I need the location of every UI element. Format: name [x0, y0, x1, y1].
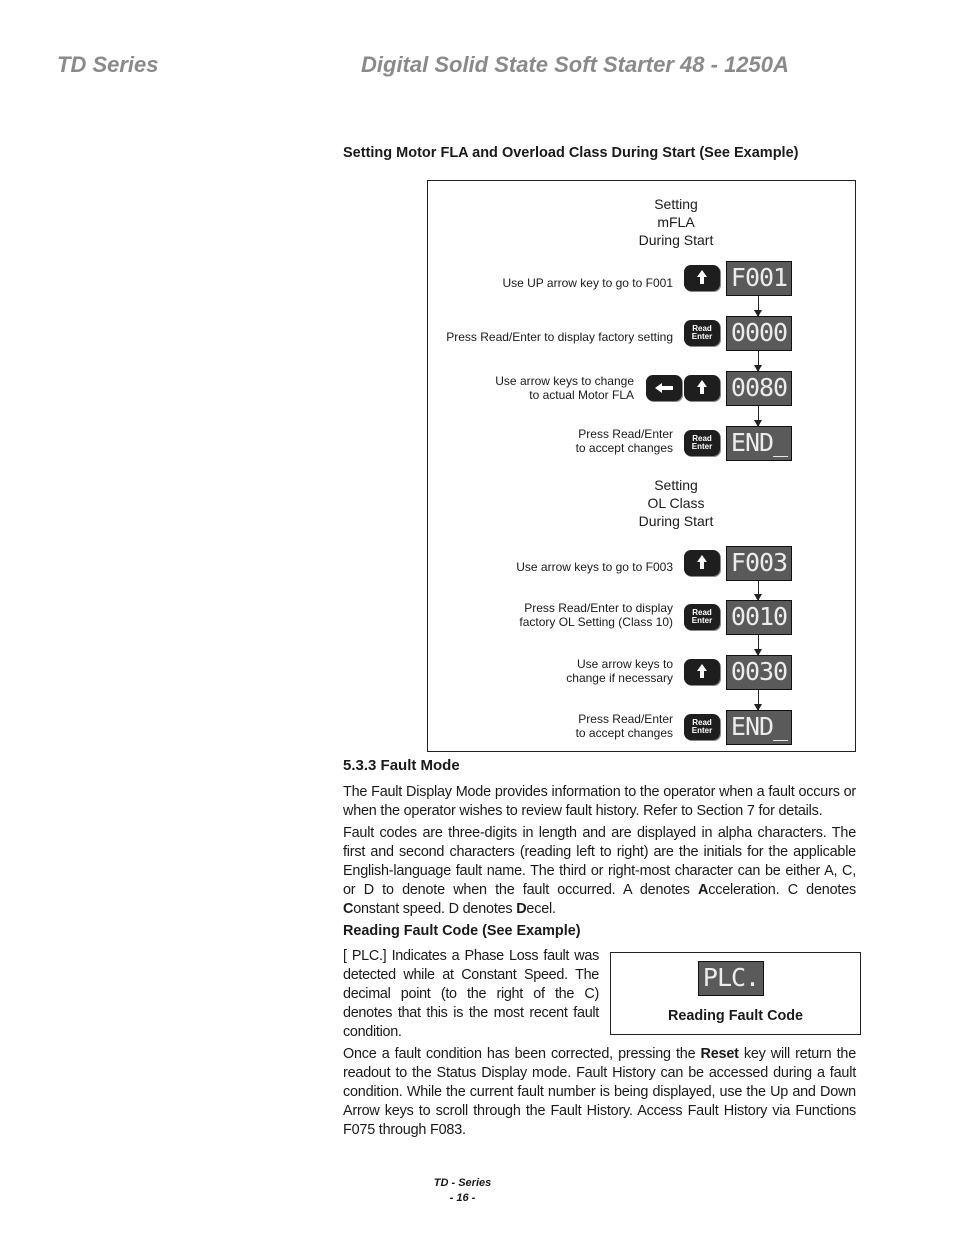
step-5-label: Use arrow keys to go to F003	[516, 560, 673, 574]
up-arrow-icon	[684, 265, 720, 291]
up-arrow-icon	[684, 550, 720, 576]
fault-mode-heading: 5.3.3 Fault Mode	[343, 757, 460, 774]
plc-description: [ PLC.] Indicates a Phase Loss fault was detected while at Constant Speed. The decimal point (to the right of the C) denotes that this is the most recent fault condition.	[343, 948, 599, 1040]
left-arrow-icon	[646, 375, 682, 401]
step-6-label: Press Read/Enter to display factory OL Setting (Class 10)	[519, 601, 673, 629]
flow-arrow	[758, 690, 759, 710]
step-4-label: Press Read/Enter to accept changes	[575, 427, 673, 455]
up-arrow-icon	[684, 375, 720, 401]
step-2-label: Press Read/Enter to display factory setting	[446, 330, 673, 344]
mfla-ol-setup-diagram	[427, 180, 856, 752]
read-enter-key: Read Enter	[684, 714, 720, 740]
section-title: Setting Motor FLA and Overload Class During Start (See Example)	[343, 145, 799, 161]
step-7-label: Use arrow keys to change if necessary	[566, 657, 673, 685]
lcd-display: END_	[726, 426, 792, 461]
footer-page-number: - 16 -	[449, 1192, 476, 1204]
fault-mode-para-1: The Fault Display Mode provides information to the operator when a fault occurs or when the operator wishes to review fault history. Refer to Section 7 for details.	[343, 784, 856, 819]
footer-series: TD - Series	[433, 1177, 492, 1189]
read-enter-key: Read Enter	[684, 430, 720, 456]
group1-title: Setting mFLA During Start	[638, 196, 714, 248]
fault-mode-para-3: Once a fault condition has been corrected, pressing the Reset key will return the readout to the Status Display mode. Fault History can be accessed during a fault condition. While the current fault number is being displayed, use the Up and Down Arrow keys to scroll through the Fault History. Access Fault History via Functions F075 through F083.	[343, 1046, 857, 1138]
fault-mode-para-2: Fault codes are three-digits in length and are displayed in alpha characters. The first and second characters (reading left to right) are the initials for the applicable English-language fault name. The third or right-most character can be either A, C, or D to denote when the fault occurred. A denotes Acceleration. C denotes Constant speed. D denotes Decel.	[343, 825, 856, 917]
lcd-display: 0010	[726, 600, 792, 635]
group2-title: Setting OL Class During Start	[638, 477, 714, 529]
read-enter-key: Read Enter	[684, 320, 720, 346]
fault-code-example	[610, 952, 861, 1035]
lcd-display: F003	[726, 546, 792, 581]
lcd-display: F001	[726, 261, 792, 296]
flow-arrow	[758, 635, 759, 655]
read-enter-key: Read Enter	[684, 604, 720, 630]
lcd-display: END_	[726, 710, 792, 745]
lcd-display: 0000	[726, 316, 792, 351]
flow-arrow	[758, 296, 759, 316]
flow-arrow	[758, 581, 759, 600]
header-series: TD Series	[57, 52, 159, 77]
step-1-label: Use UP arrow key to go to F001	[502, 276, 673, 290]
flow-arrow	[758, 406, 759, 426]
fault-caption: Reading Fault Code	[667, 1008, 804, 1024]
step-3-label: Use arrow keys to change to actual Motor FLA	[495, 374, 634, 402]
header-product-title: Digital Solid State Soft Starter 48 - 1250A	[361, 52, 789, 77]
reading-fault-code-heading: Reading Fault Code (See Example)	[343, 923, 581, 939]
lcd-display: 0080	[726, 371, 792, 406]
up-arrow-icon	[684, 659, 720, 685]
fault-lcd-display: PLC.	[698, 961, 764, 996]
lcd-display: 0030	[726, 655, 792, 690]
step-8-label: Press Read/Enter to accept changes	[575, 712, 673, 740]
flow-arrow	[758, 351, 759, 371]
